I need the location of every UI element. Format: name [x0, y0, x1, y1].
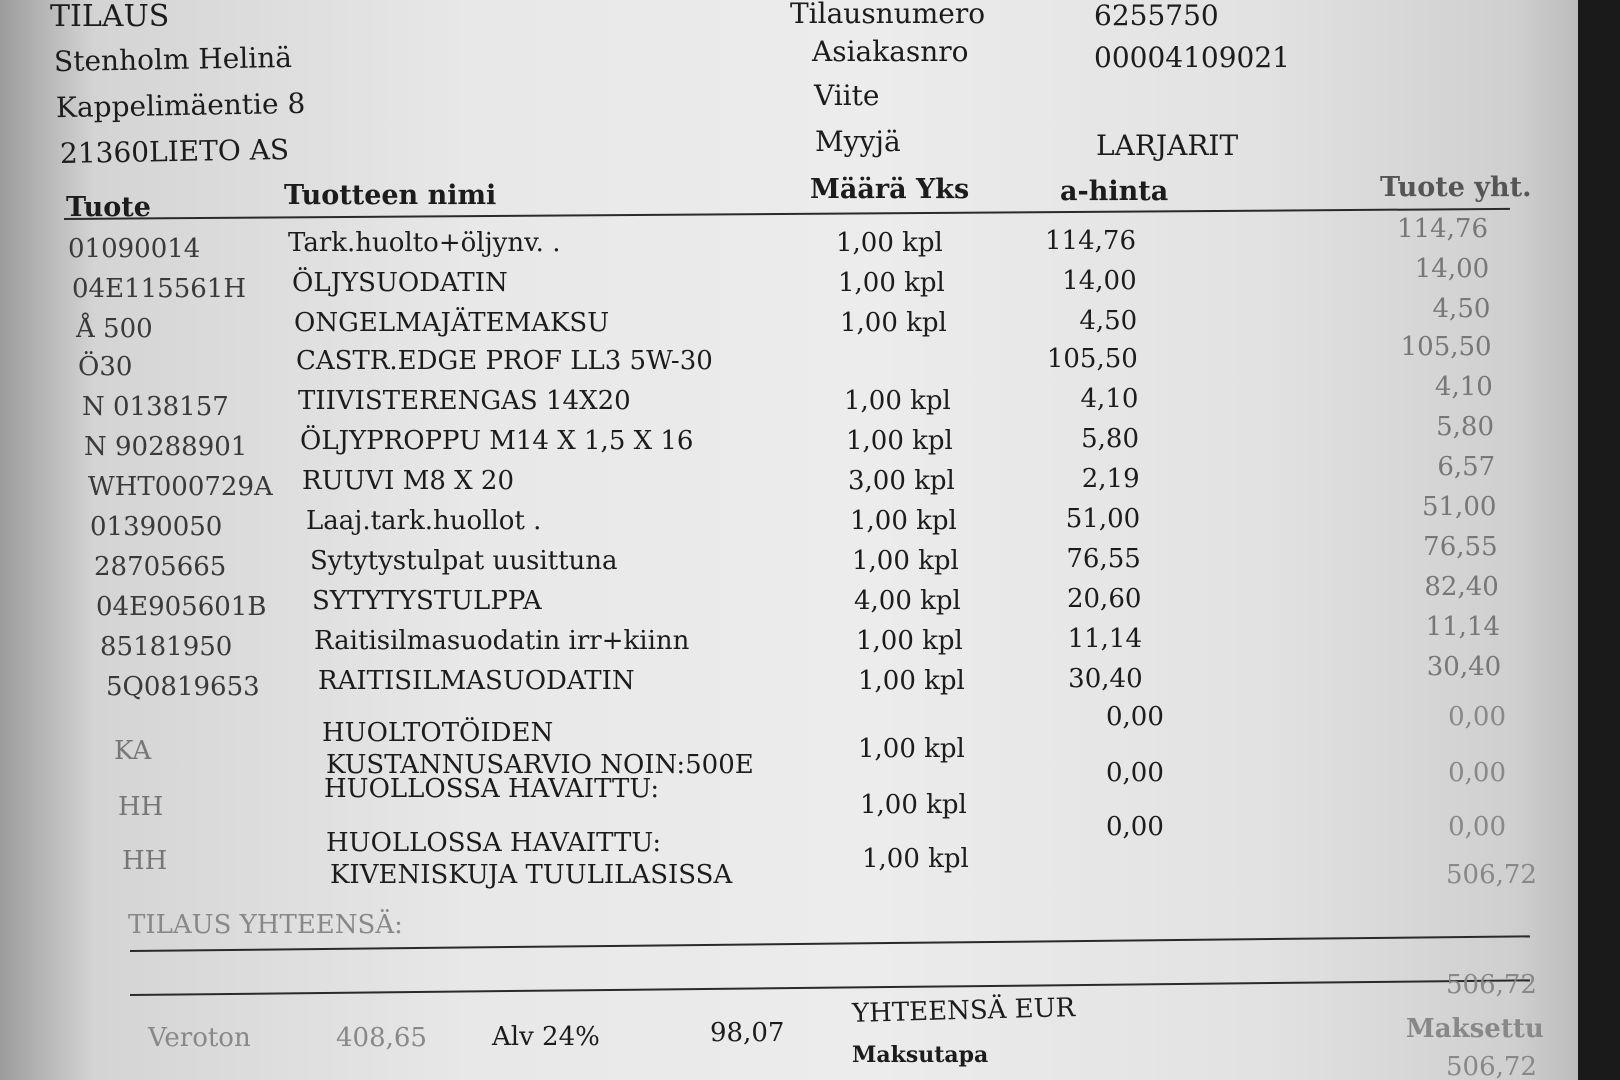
unit-price: 11,14	[1067, 624, 1142, 654]
product-name: RAITISILMASUODATIN	[318, 666, 635, 696]
line-total: 14,00	[1414, 254, 1490, 284]
line-total: 105,50	[1400, 332, 1492, 362]
product-code: Å 500	[76, 314, 153, 344]
product-code: N 90288901	[84, 432, 248, 462]
product-name: Raitisilmasuodatin irr+kiinn	[314, 626, 690, 656]
product-name: Laaj.tark.huollot .	[306, 506, 542, 536]
customer-postal: 21360LIETO AS	[59, 133, 290, 170]
note-line-total: 0,00	[1448, 812, 1506, 842]
vat-label: Alv 24%	[492, 1022, 600, 1052]
net-amount: 408,65	[336, 1023, 427, 1053]
col-qty: Määrä Yks	[810, 174, 970, 205]
product-code: 04E905601B	[96, 592, 267, 622]
paid-amount: 506,72	[1446, 1052, 1537, 1080]
note-quantity: 1,00 kpl	[862, 844, 969, 874]
col-unit-price: a-hinta	[1060, 176, 1169, 207]
table-row	[0, 372, 1578, 434]
total-rule-bottom	[130, 979, 1530, 996]
subtotal: 506,72	[1446, 860, 1537, 890]
note-line-1: HUOLTOTÖIDEN	[322, 718, 554, 748]
quantity: 1,00 kpl	[836, 228, 943, 258]
note-unit-price: 0,00	[1106, 758, 1164, 788]
table-row	[0, 294, 1578, 356]
product-code: 5Q0819653	[106, 672, 260, 702]
header-underline	[64, 208, 1510, 220]
line-total: 4,10	[1434, 372, 1493, 402]
paid-label: Maksettu	[1406, 1014, 1544, 1044]
note-row	[0, 812, 1578, 894]
net-label: Veroton	[148, 1023, 251, 1053]
unit-price: 51,00	[1065, 504, 1141, 534]
quantity: 1,00 kpl	[852, 546, 959, 576]
unit-price: 20,60	[1066, 584, 1142, 614]
col-name: Tuotteen nimi	[284, 180, 497, 211]
line-total: 51,00	[1421, 492, 1497, 522]
line-total: 6,57	[1437, 452, 1496, 482]
product-name: ÖLJYPROPPU M14 X 1,5 X 16	[300, 426, 694, 456]
reference-label: Viite	[814, 79, 880, 112]
note-line-1: HUOLLOSSA HAVAITTU:	[324, 774, 660, 804]
product-code: N 0138157	[82, 392, 229, 422]
table-row	[0, 214, 1578, 276]
product-code: 01090014	[68, 234, 201, 264]
note-line-2: KIVENISKUJA TUULILASISSA	[330, 860, 733, 890]
quantity: 1,00 kpl	[850, 506, 957, 536]
note-quantity: 1,00 kpl	[858, 734, 965, 764]
line-total: 30,40	[1426, 652, 1502, 682]
product-code: 01390050	[90, 512, 223, 542]
note-row	[0, 702, 1578, 788]
order-total-label: TILAUS YHTEENSÄ:	[128, 910, 403, 940]
product-name: Tark.huolto+öljynv. .	[288, 228, 561, 258]
product-name: Sytytystulpat uusittuna	[310, 546, 618, 576]
product-code: 04E115561H	[72, 274, 246, 304]
customer-number: 00004109021	[1094, 41, 1290, 74]
table-row	[0, 452, 1578, 514]
unit-price: 2,19	[1081, 464, 1140, 494]
quantity: 1,00 kpl	[844, 386, 951, 416]
table-row	[0, 652, 1578, 714]
unit-price: 76,55	[1066, 544, 1141, 574]
product-code: Ö30	[78, 352, 133, 382]
col-total: Tuote yht.	[1380, 172, 1532, 203]
product-name: SYTYTYSTULPPA	[312, 586, 542, 616]
product-name: ÖLJYSUODATIN	[292, 268, 508, 298]
quantity: 1,00 kpl	[856, 626, 963, 656]
unit-price: 4,50	[1079, 306, 1138, 336]
note-line-total: 0,00	[1448, 758, 1506, 788]
table-row	[0, 254, 1578, 316]
line-total: 5,80	[1436, 412, 1494, 442]
note-quantity: 1,00 kpl	[860, 790, 967, 820]
order-number: 6255750	[1094, 0, 1219, 32]
product-code: WHT000729A	[88, 472, 273, 502]
customer-name: Stenholm Helinä	[53, 40, 293, 79]
product-code: 85181950	[100, 632, 233, 662]
quantity: 1,00 kpl	[840, 308, 947, 338]
note-line-2: KUSTANNUSARVIO NOIN:500E	[326, 750, 754, 780]
note-unit-price: 0,00	[1106, 812, 1164, 842]
vat-amount: 98,07	[710, 1018, 785, 1048]
line-total: 4,50	[1432, 294, 1491, 324]
unit-price: 14,00	[1062, 266, 1137, 296]
payment-method-label: Maksutapa	[852, 1042, 989, 1068]
customer-street: Kappelimäentie 8	[55, 86, 306, 125]
note-code: HH	[122, 846, 168, 876]
note-code: KA	[114, 736, 152, 766]
line-total: 11,14	[1425, 612, 1500, 642]
table-row	[0, 572, 1578, 634]
table-row	[0, 612, 1578, 674]
col-product: Tuote	[66, 192, 151, 223]
quantity: 1,00 kpl	[846, 426, 953, 456]
product-name: ONGELMAJÄTEMAKSU	[294, 308, 610, 338]
seller-label: Myyjä	[815, 125, 901, 158]
product-name: RUUVI M8 X 20	[302, 466, 514, 496]
table-row	[0, 532, 1578, 594]
product-code: 28705665	[94, 552, 227, 582]
line-total: 114,76	[1397, 214, 1488, 244]
unit-price: 4,10	[1080, 384, 1139, 414]
quantity: 1,00 kpl	[858, 666, 965, 696]
table-row	[0, 412, 1578, 474]
note-line-total: 0,00	[1448, 702, 1506, 732]
quantity: 4,00 kpl	[854, 586, 961, 616]
unit-price: 30,40	[1068, 664, 1143, 694]
unit-price: 114,76	[1045, 226, 1136, 256]
table-row	[0, 492, 1578, 554]
seller-name: LARJARIT	[1096, 129, 1239, 162]
quantity: 1,00 kpl	[838, 268, 945, 298]
product-name: CASTR.EDGE PROF LL3 5W-30	[296, 346, 713, 376]
unit-price: 105,50	[1046, 344, 1138, 374]
quantity: 3,00 kpl	[848, 466, 955, 496]
table-row	[0, 332, 1578, 394]
unit-price: 5,80	[1081, 424, 1139, 454]
note-code: HH	[118, 792, 164, 822]
order-total: 506,72	[1446, 970, 1537, 1000]
note-unit-price: 0,00	[1106, 702, 1164, 732]
total-eur-label: YHTEENSÄ EUR	[851, 993, 1076, 1029]
customer-number-label: Asiakasnro	[812, 35, 969, 68]
line-total: 76,55	[1423, 532, 1498, 562]
product-name: TIIVISTERENGAS 14X20	[298, 386, 631, 416]
line-total: 82,40	[1424, 572, 1499, 602]
order-number-label: Tilausnumero	[790, 0, 986, 30]
document-title: TILAUS	[50, 0, 170, 34]
note-line-1: HUOLLOSSA HAVAITTU:	[326, 828, 662, 858]
